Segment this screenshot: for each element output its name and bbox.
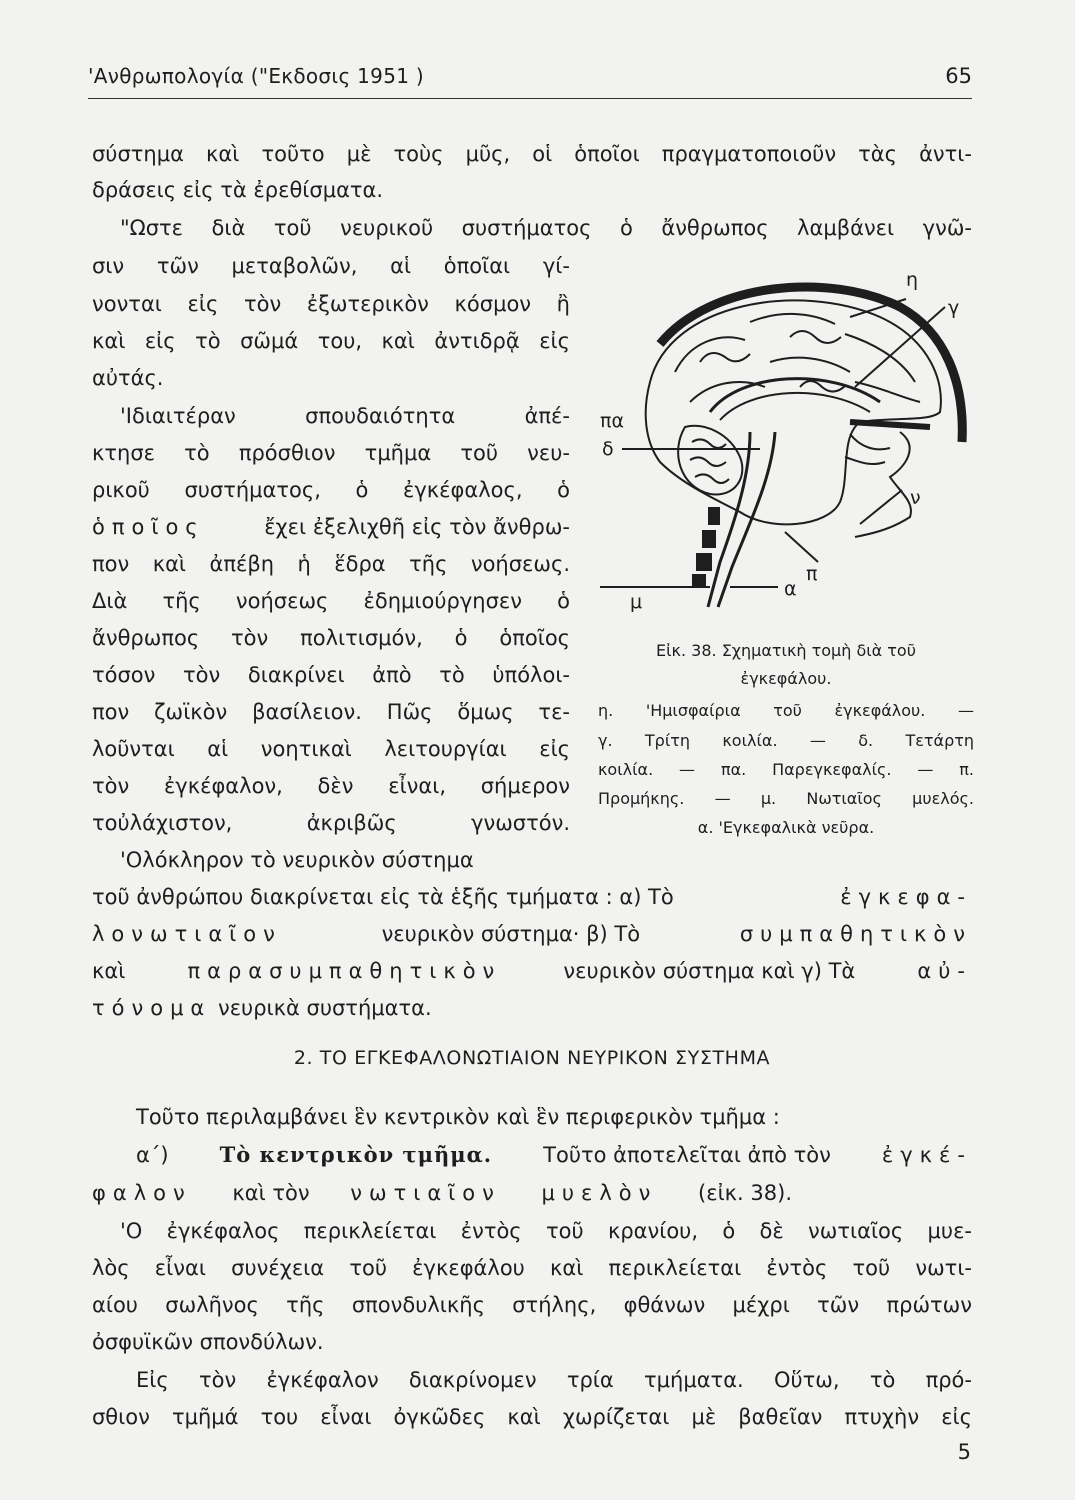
text-line	[92, 957, 972, 985]
text-segment: α΄)	[136, 1143, 169, 1167]
text-line: αίου σωλῆνος τῆς σπονδυλικῆς στήλης, φθάνων μέχρι τῶν πρώτων	[92, 1293, 972, 1317]
text-line: πον ζωϊκὸν βασίλειον. Πῶς ὅμως τε-	[92, 700, 570, 724]
text-line: ἄνθρωπος τὸν πολιτισμόν, ὁ ὁποῖος	[92, 626, 570, 650]
text-line: τοὐλάχιστον, ἀκριβῶς γνωστόν.	[92, 811, 570, 835]
text-segment: Τοῦτο ἀποτελεῖται ἀπὸ τὸν	[543, 1143, 831, 1167]
spaced-word: συμπαθητικὸν	[739, 922, 972, 946]
text-line: τὸν ἐγκέφαλον, δὲν εἶναι, σήμερον	[92, 774, 570, 798]
spaced-word: νωτιαῖον	[350, 1181, 501, 1205]
header-page-number: 65	[945, 64, 972, 88]
spaced-word: λονωτιαῖον	[92, 922, 282, 946]
label-nu: ν	[910, 487, 921, 509]
text-line: ὀσφυϊκῶν σπονδύλων.	[92, 1330, 324, 1354]
text-line: δράσεις εἰς τὰ ἐρεθίσματα.	[92, 178, 384, 202]
text-segment: (εἰκ. 38).	[698, 1181, 792, 1205]
figure-caption-line: γ. Τρίτη κοιλία. — δ. Τετάρτη	[598, 731, 974, 750]
label-pi: π	[806, 563, 818, 585]
spaced-word: αὐ-	[917, 959, 972, 983]
text-segment: τοῦ ἀνθρώπου διακρίνεται εἰς τὰ ἑξῆς τμήματα : α) Τὸ	[92, 885, 674, 909]
spaced-word: ἐγκέ-	[881, 1143, 972, 1167]
text-line: ρικοῦ συστήματος, ὁ ἐγκέφαλος, ὁ	[92, 478, 570, 502]
text-segment: καὶ τὸν	[232, 1181, 310, 1205]
figure-caption-line: κοιλία. — πα. Παρεγκεφαλίς. — π.	[598, 760, 974, 779]
text-line	[92, 1179, 792, 1207]
text-line: Τοῦτο περιλαμβάνει ἓν κεντρικὸν καὶ ἓν περιφερικὸν τμῆμα :	[136, 1105, 780, 1129]
text-line: νονται εἰς τὸν ἐξωτερικὸν κόσμον ἢ	[92, 292, 570, 316]
label-delta: δ	[602, 438, 614, 460]
spaced-word: ὁποῖος	[92, 515, 205, 539]
label-pa: πα	[600, 410, 624, 432]
text-segment: νευρικὸν σύστημα καὶ γ) Τὰ	[563, 959, 856, 983]
brain-section-figure	[600, 262, 976, 630]
spaced-word: παρασυμπαθητικὸν	[187, 959, 502, 983]
text-line: 'Ιδιαιτέραν σπουδαιότητα ἀπέ-	[120, 404, 570, 428]
label-eta: η	[906, 269, 919, 291]
text-line: σύστημα καὶ τοῦτο μὲ τοὺς μῦς, οἱ ὁποῖοι πραγματοποιοῦν τὰς ἀντι-	[92, 142, 972, 166]
bold-term: Τὸ κεντρικὸν τμῆμα.	[219, 1142, 493, 1167]
spaced-word: τόνομα	[92, 996, 212, 1020]
text-line	[136, 1141, 972, 1169]
text-line: πον καὶ ἀπέβη ἡ ἕδρα τῆς νοήσεως.	[92, 552, 570, 576]
text-line	[92, 883, 972, 911]
text-line: κτησε τὸ πρόσθιον τμῆμα τοῦ νευ-	[92, 441, 570, 465]
text-line	[92, 994, 432, 1022]
text-line: "Ωστε διὰ τοῦ νευρικοῦ συστήματος ὁ ἄνθρωπος λαμβάνει γνῶ-	[120, 216, 972, 240]
text-segment: καὶ	[92, 959, 126, 983]
figure-caption-line: Προμήκης. — μ. Νωτιαῖος μυελός.	[598, 789, 974, 808]
text-line: λὸς εἶναι συνέχεια τοῦ ἐγκεφάλου καὶ περικλείεται ἐντὸς τοῦ νωτι-	[92, 1256, 972, 1280]
text-line: 'Ολόκληρον τὸ νευρικὸν σύστημα	[120, 848, 474, 872]
label-gamma: γ	[948, 297, 960, 319]
figure-caption-line: η. 'Ημισφαίρια τοῦ ἐγκεφάλου. —	[598, 701, 974, 720]
spaced-word: μυελὸν	[541, 1181, 658, 1205]
text-line: Διὰ τῆς νοήσεως ἐδημιούργησεν ὁ	[92, 589, 570, 613]
section-heading: 2. ΤΟ ΕΓΚΕΦΑΛΟΝΩΤΙΑΙΟΝ ΝΕΥΡΙΚΟΝ ΣΥΣΤΗΜΑ	[293, 1047, 771, 1069]
text-segment: νευρικὰ συστήματα.	[217, 996, 432, 1020]
header-title: 'Ανθρωπολογία ("Εκδοσις 1951 )	[88, 64, 425, 88]
text-line: λοῦνται αἱ νοητικαὶ λειτουργίαι εἰς	[92, 737, 570, 761]
figure-caption-line: ἐγκεφάλου.	[740, 669, 832, 688]
text-line: τόσον τὸν διακρίνει ἀπὸ τὸ ὑπόλοι-	[92, 663, 570, 687]
spaced-word: φαλον	[92, 1181, 192, 1205]
text-line	[92, 920, 972, 948]
text-line: σιν τῶν μεταβολῶν, αἱ ὁποῖαι γί-	[92, 254, 570, 278]
running-header	[88, 62, 972, 99]
label-alpha: α	[784, 578, 797, 600]
text-line: καὶ εἰς τὸ σῶμά του, καὶ ἀντιδρᾷ εἰς	[92, 329, 570, 353]
text-line: αὐτάς.	[92, 366, 164, 390]
figure-caption-title: Εἰκ. 38. Σχηματικὴ τομὴ διὰ τοῦ	[656, 641, 916, 660]
text-segment: νευρικὸν σύστημα· β) Τὸ	[381, 922, 641, 946]
text-line: Εἰς τὸν ἐγκέφαλον διακρίνομεν τρία τμήματα. Οὕτω, τὸ πρό-	[136, 1368, 972, 1392]
text-segment: ἔχει ἐξελιχθῆ εἰς τὸν ἄνθρω-	[264, 515, 570, 539]
text-line: σθιον τμῆμά του εἶναι ὀγκῶδες καὶ χωρίζεται μὲ βαθεῖαν πτυχὴν εἰς	[92, 1405, 972, 1429]
text-line: 'Ο ἐγκέφαλος περικλείεται ἐντὸς τοῦ κρανίου, ὁ δὲ νωτιαῖος μυε-	[120, 1219, 972, 1243]
label-mu: μ	[630, 591, 643, 613]
spaced-word: ἐγκεφα-	[840, 885, 972, 909]
figure-caption-line: α. 'Εγκεφαλικὰ νεῦρα.	[697, 818, 875, 837]
signature-mark: 5	[957, 1440, 971, 1464]
text-line	[92, 513, 570, 541]
